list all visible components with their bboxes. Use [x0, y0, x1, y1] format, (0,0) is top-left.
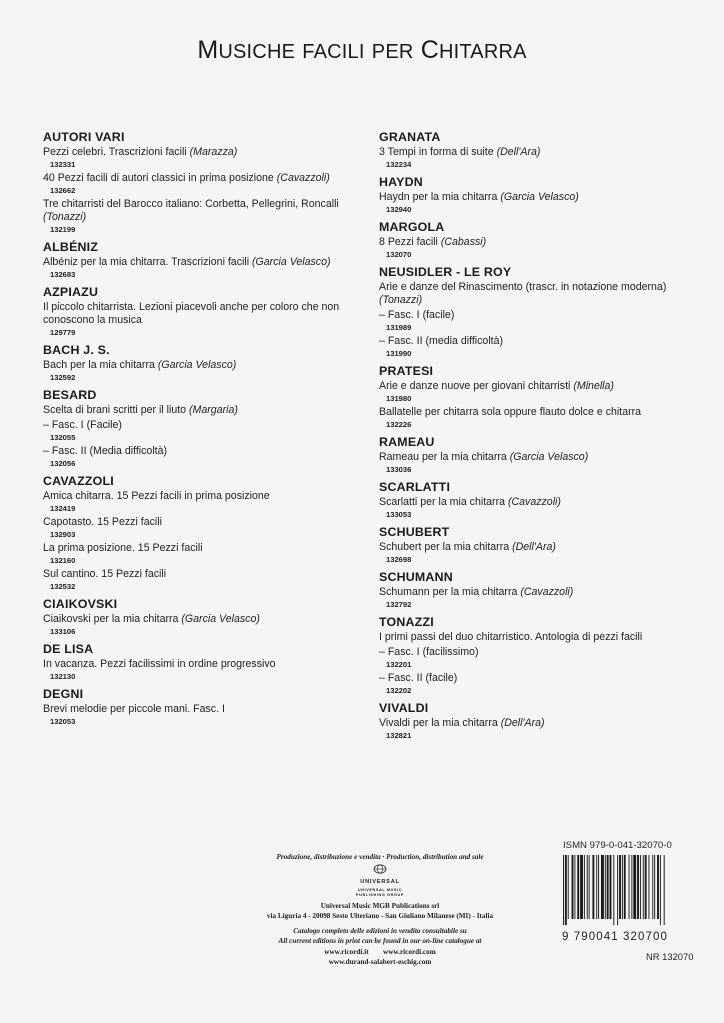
composer-block: [43, 687, 363, 727]
work-entry: [379, 281, 695, 307]
work-title: [43, 172, 363, 185]
composer-name: PRATESI: [379, 364, 434, 378]
work-editor: (Tonazzi): [379, 294, 423, 306]
catalog-code: 132056: [50, 459, 76, 468]
catalog-note-en: All current editions in print can be found in our on-line catalogue at: [278, 937, 482, 945]
catalog-code: 132419: [50, 504, 76, 513]
work-editor: (Tonazzi): [43, 211, 87, 223]
work-entry: [43, 542, 363, 566]
work-title: [43, 658, 363, 671]
composer-block: [379, 570, 695, 610]
work-title: [379, 631, 695, 644]
work-editor: (Cabassi): [440, 236, 487, 248]
logo-sub1: UNIVERSAL MUSIC: [357, 887, 403, 892]
composer-block: [379, 435, 695, 475]
work-editor: (Marazza): [189, 146, 238, 158]
work-editor: (Dell'Ara): [500, 717, 545, 729]
composer-name: RAMEAU: [379, 435, 435, 449]
barcode-bar: [637, 855, 639, 919]
work-title-text: Il piccolo chitarrista. Lezioni piacevoli anche per coloro che non conoscono la musica: [43, 301, 340, 326]
work-title-text: Arie e danze del Rinascimento (trascr. in notazione moderna): [379, 281, 667, 293]
logo-name: UNIVERSAL: [360, 879, 400, 885]
barcode-bar: [605, 855, 606, 919]
work-title: [379, 406, 695, 419]
catalog-code: 133036: [386, 465, 412, 474]
work-title: [379, 451, 695, 464]
work-title: [43, 490, 363, 503]
work-title-text: – Fasc. I (facile): [379, 309, 455, 321]
logo-sub2: PUBLISHING GROUP: [356, 892, 404, 897]
work-title-text: Arie e danze nuove per giovani chitarristi: [379, 380, 571, 392]
catalog-code: 132070: [386, 250, 412, 259]
work-entry: [43, 198, 363, 235]
work-title-text: Amica chitarra. 15 Pezzi facili in prima posizione: [43, 490, 270, 502]
barcode-bar: [649, 855, 650, 919]
website-links: [215, 947, 545, 958]
work-entry: [379, 191, 695, 215]
work-entry: [43, 516, 363, 540]
catalog-code: 129779: [50, 328, 76, 337]
work-title: [379, 191, 695, 204]
link-ricordi-it[interactable]: www.ricordi.it: [324, 947, 369, 956]
composer-name: MARGOLA: [379, 220, 445, 234]
work-entry: [43, 613, 363, 637]
work-title: [43, 419, 363, 432]
catalog-code: 132331: [50, 160, 76, 169]
composer-block: [379, 701, 695, 741]
barcode: [562, 855, 710, 925]
catalog-code: 132532: [50, 582, 76, 591]
composer-name: VIVALDI: [379, 701, 429, 715]
composer-name: BESARD: [43, 388, 97, 402]
catalog-code: 132698: [386, 555, 412, 564]
work-title: [379, 380, 695, 393]
publisher-name: Universal Music MGB Publications srl: [320, 901, 440, 910]
work-editor: (Garcia Velasco): [509, 451, 589, 463]
barcode-bar: [619, 855, 621, 919]
composer-name: CAVAZZOLI: [43, 474, 114, 488]
work-title-text: La prima posizione. 15 Pezzi facili: [43, 542, 203, 554]
barcode-bar: [563, 855, 564, 925]
work-entry: [43, 490, 363, 514]
barcode-bar: [580, 855, 583, 919]
composer-block: [379, 364, 695, 430]
work-editor: (Garcia Velasco): [181, 613, 260, 625]
composer-block: [43, 343, 363, 383]
work-title-text: Rameau per la mia chitarra: [379, 451, 507, 463]
composer-block: [43, 240, 363, 280]
work-title-text: Bach per la mia chitarra: [43, 359, 155, 371]
work-title: [43, 703, 363, 716]
work-editor: (Cavazzoli): [276, 172, 330, 184]
barcode-bar: [631, 855, 632, 919]
universal-logo: [345, 864, 415, 898]
composer-name: AZPIAZU: [43, 285, 99, 299]
barcode-bar: [652, 855, 653, 919]
composer-block: [379, 130, 695, 170]
work-title-text: Capotasto. 15 Pezzi facili: [43, 516, 162, 528]
composer-block: [43, 130, 363, 235]
work-title-text: 8 Pezzi facili: [379, 236, 438, 248]
work-entry: [379, 672, 695, 696]
work-title: [379, 541, 695, 554]
work-title: [43, 301, 363, 327]
barcode-bar: [624, 855, 626, 919]
composer-name: DEGNI: [43, 687, 84, 701]
work-title-text: I primi passi del duo chitarristico. Antologia di pezzi facili: [379, 631, 643, 643]
work-entry: [379, 236, 695, 260]
work-title-text: – Fasc. I (Facile): [43, 419, 122, 431]
catalog-code: 132055: [50, 433, 76, 442]
catalog-note-it: Catalogo completo delle edizioni in vendita consultabile su: [293, 926, 467, 935]
catalog-code: 133053: [386, 510, 412, 519]
barcode-bar: [574, 855, 575, 919]
barcode-bar: [598, 855, 599, 919]
work-entry: [43, 445, 363, 469]
work-entry: [43, 658, 363, 682]
barcode-bar: [664, 855, 665, 925]
catalog-code: 132821: [386, 731, 412, 740]
work-title: [43, 359, 363, 372]
work-entry: [43, 404, 363, 417]
work-title: [43, 542, 363, 555]
work-title-text: Albéniz per la mia chitarra. Trascrizioni facili: [43, 256, 250, 268]
work-entry: [43, 359, 363, 383]
work-title: [379, 717, 695, 730]
composer-name: SCHUBERT: [379, 525, 450, 539]
catalog-code: 132160: [50, 556, 76, 565]
work-entry: [379, 309, 695, 333]
catalog-code: 132662: [50, 186, 76, 195]
catalog-code: 131989: [386, 323, 412, 332]
work-editor: (Garcia Velasco): [500, 191, 579, 203]
work-editor: (Dell'Ara): [512, 541, 556, 553]
work-entry: [379, 335, 695, 359]
barcode-bar: [617, 855, 618, 925]
catalog-code: 132940: [386, 205, 412, 214]
work-entry: [379, 496, 695, 520]
work-editor: (Garcia Velasco): [157, 359, 237, 371]
page-title: MUSICHE FACILI PER CHITARRA: [197, 36, 527, 64]
ismn-label: ISMN 979-0-041-32070-0: [563, 840, 672, 851]
barcode-bar: [601, 855, 604, 919]
work-title: [379, 335, 695, 348]
work-editor: (Garcia Velasco): [252, 256, 331, 268]
composer-name: NEUSIDLER - LE ROY: [379, 265, 512, 279]
work-title-text: Haydn per la mia chitarra: [379, 191, 498, 203]
work-title: [379, 281, 695, 307]
work-title-text: Sul cantino. 15 Pezzi facili: [43, 568, 167, 580]
work-entry: [379, 541, 695, 565]
barcode-bar: [589, 855, 590, 919]
barcode-bar: [629, 855, 630, 919]
work-entry: [379, 406, 695, 430]
work-title-text: Tre chitarristi del Barocco italiano: Corbetta, Pellegrini, Roncalli: [43, 198, 339, 210]
work-title-text: Ballatelle per chitarra sola oppure flauto dolce e chitarra: [379, 406, 642, 418]
catalog-left-column: [43, 130, 363, 732]
catalog-code: 133106: [50, 627, 76, 636]
work-title: [379, 672, 695, 685]
composer-name: GRANATA: [379, 130, 441, 144]
composer-name: BACH J. S.: [43, 343, 110, 357]
composer-block: [379, 175, 695, 215]
barcode-bar: [640, 855, 641, 919]
barcode-bar: [587, 855, 588, 919]
work-entry: [43, 301, 363, 338]
barcode-bar: [568, 855, 569, 919]
production-line: Produzione, distribuzione e vendita · Production, distribution and sale: [276, 853, 484, 861]
work-title: [43, 198, 363, 224]
work-title-text: Vivaldi per la mia chitarra: [379, 717, 498, 729]
work-entry: [43, 419, 363, 443]
publisher-address: via Liguria 4 - 20098 Sesto Ulteriano - San Giuliano Milanese (MI) - Italia: [266, 912, 494, 920]
composer-name: TONAZZI: [379, 615, 434, 629]
composer-block: [43, 597, 363, 637]
catalog-code: 132592: [50, 373, 76, 382]
work-entry: [379, 717, 695, 741]
publisher-credits: [215, 852, 545, 968]
catalog-code: 132199: [50, 225, 76, 234]
work-title: [43, 516, 363, 529]
work-title-text: – Fasc. II (Media difficoltà): [43, 445, 168, 457]
work-title-text: Schumann per la mia chitarra: [379, 586, 518, 598]
work-title-text: Brevi melodie per piccole mani. Fasc. I: [43, 703, 225, 715]
catalog-code: 132053: [50, 717, 76, 726]
work-title: [43, 146, 363, 159]
composer-block: [379, 265, 695, 359]
barcode-bar: [660, 855, 661, 925]
composer-name: SCARLATTI: [379, 480, 451, 494]
composer-name: ALBÉNIZ: [43, 240, 99, 254]
work-title: [379, 146, 695, 159]
barcode-bar: [633, 855, 636, 919]
catalog-code: 132130: [50, 672, 76, 681]
barcode-bar: [613, 855, 614, 925]
work-title: [43, 404, 363, 417]
work-entry: [43, 568, 363, 592]
work-editor: (Cavazzoli): [520, 586, 574, 598]
work-editor: (Cavazzoli): [507, 496, 561, 508]
barcode-bar: [592, 855, 594, 919]
catalog-number: NR 132070: [646, 951, 694, 962]
barcode-bar: [657, 855, 659, 919]
barcode-bar: [577, 855, 579, 919]
catalog-code: 132792: [386, 600, 412, 609]
catalog-code: 131980: [386, 394, 412, 403]
barcode-bar: [565, 855, 567, 925]
catalog-code: 132683: [50, 270, 76, 279]
work-title-text: Scelta di brani scritti per il liuto: [43, 404, 187, 416]
barcode-bar: [645, 855, 647, 919]
work-title: [379, 309, 695, 322]
link-durand[interactable]: www.durand-salabert-eschig.com: [328, 958, 432, 966]
work-title-text: – Fasc. II (facile): [379, 672, 458, 684]
barcode-bar: [584, 855, 585, 919]
work-entry: [43, 703, 363, 727]
work-title-text: Scarlatti per la mia chitarra: [379, 496, 505, 508]
composer-block: [43, 474, 363, 592]
work-entry: [43, 256, 363, 280]
barcode-bar: [596, 855, 597, 919]
barcode-bar: [572, 855, 574, 919]
work-entry: [379, 631, 695, 644]
work-entry: [379, 451, 695, 475]
barcode-bar: [643, 855, 644, 919]
composer-name: SCHUMANN: [379, 570, 453, 584]
work-entry: [43, 146, 363, 170]
composer-name: DE LISA: [43, 642, 94, 656]
work-title: [379, 496, 695, 509]
work-title-text: Ciaikovski per la mia chitarra: [43, 613, 179, 625]
catalog-code: 132226: [386, 420, 412, 429]
composer-block: [379, 615, 695, 696]
catalog-code: 132903: [50, 530, 76, 539]
work-editor: (Minella): [573, 380, 614, 392]
work-title: [379, 646, 695, 659]
work-entry: [379, 146, 695, 170]
catalog-code: 132201: [386, 660, 412, 669]
catalog-code: 131990: [386, 349, 412, 358]
composer-block: [43, 642, 363, 682]
catalog-right-column: [379, 130, 695, 746]
link-ricordi-com[interactable]: www.ricordi.com: [383, 947, 436, 956]
work-title-text: 3 Tempi in forma di suite: [379, 146, 494, 158]
work-entry: [43, 172, 363, 196]
work-title-text: – Fasc. I (facilissimo): [379, 646, 479, 658]
composer-block: [379, 480, 695, 520]
composer-block: [43, 388, 363, 469]
work-title: [43, 613, 363, 626]
work-title: [43, 256, 363, 269]
barcode-bar: [622, 855, 623, 919]
composer-block: [43, 285, 363, 338]
work-title-text: Pezzi celebri. Trascrizioni facili: [43, 146, 187, 158]
work-entry: [379, 380, 695, 404]
barcode-digits: 9 790041 320700: [562, 931, 669, 943]
work-title: [379, 236, 695, 249]
work-title-text: Schubert per la mia chitarra: [379, 541, 510, 553]
work-title-text: – Fasc. II (media difficoltà): [379, 335, 504, 347]
composer-block: [379, 525, 695, 565]
composer-name: AUTORI VARI: [43, 130, 125, 144]
work-editor: (Dell'Ara): [496, 146, 541, 158]
barcode-bar: [607, 855, 609, 919]
composer-block: [379, 220, 695, 260]
composer-name: CIAIKOVSKI: [43, 597, 118, 611]
catalog-code: 132202: [386, 686, 412, 695]
work-title: [43, 445, 363, 458]
catalog-code: 132234: [386, 160, 412, 169]
work-title-text: 40 Pezzi facili di autori classici in prima posizione: [43, 172, 274, 184]
work-entry: [379, 646, 695, 670]
composer-name: HAYDN: [379, 175, 423, 189]
barcode-bar: [654, 855, 655, 919]
work-editor: (Margaria): [189, 404, 238, 416]
work-title-text: In vacanza. Pezzi facilissimi in ordine progressivo: [43, 658, 276, 670]
globe-icon: [373, 864, 387, 874]
work-title: [43, 568, 363, 581]
work-title: [379, 586, 695, 599]
barcode-bar: [610, 855, 612, 919]
work-entry: [379, 586, 695, 610]
